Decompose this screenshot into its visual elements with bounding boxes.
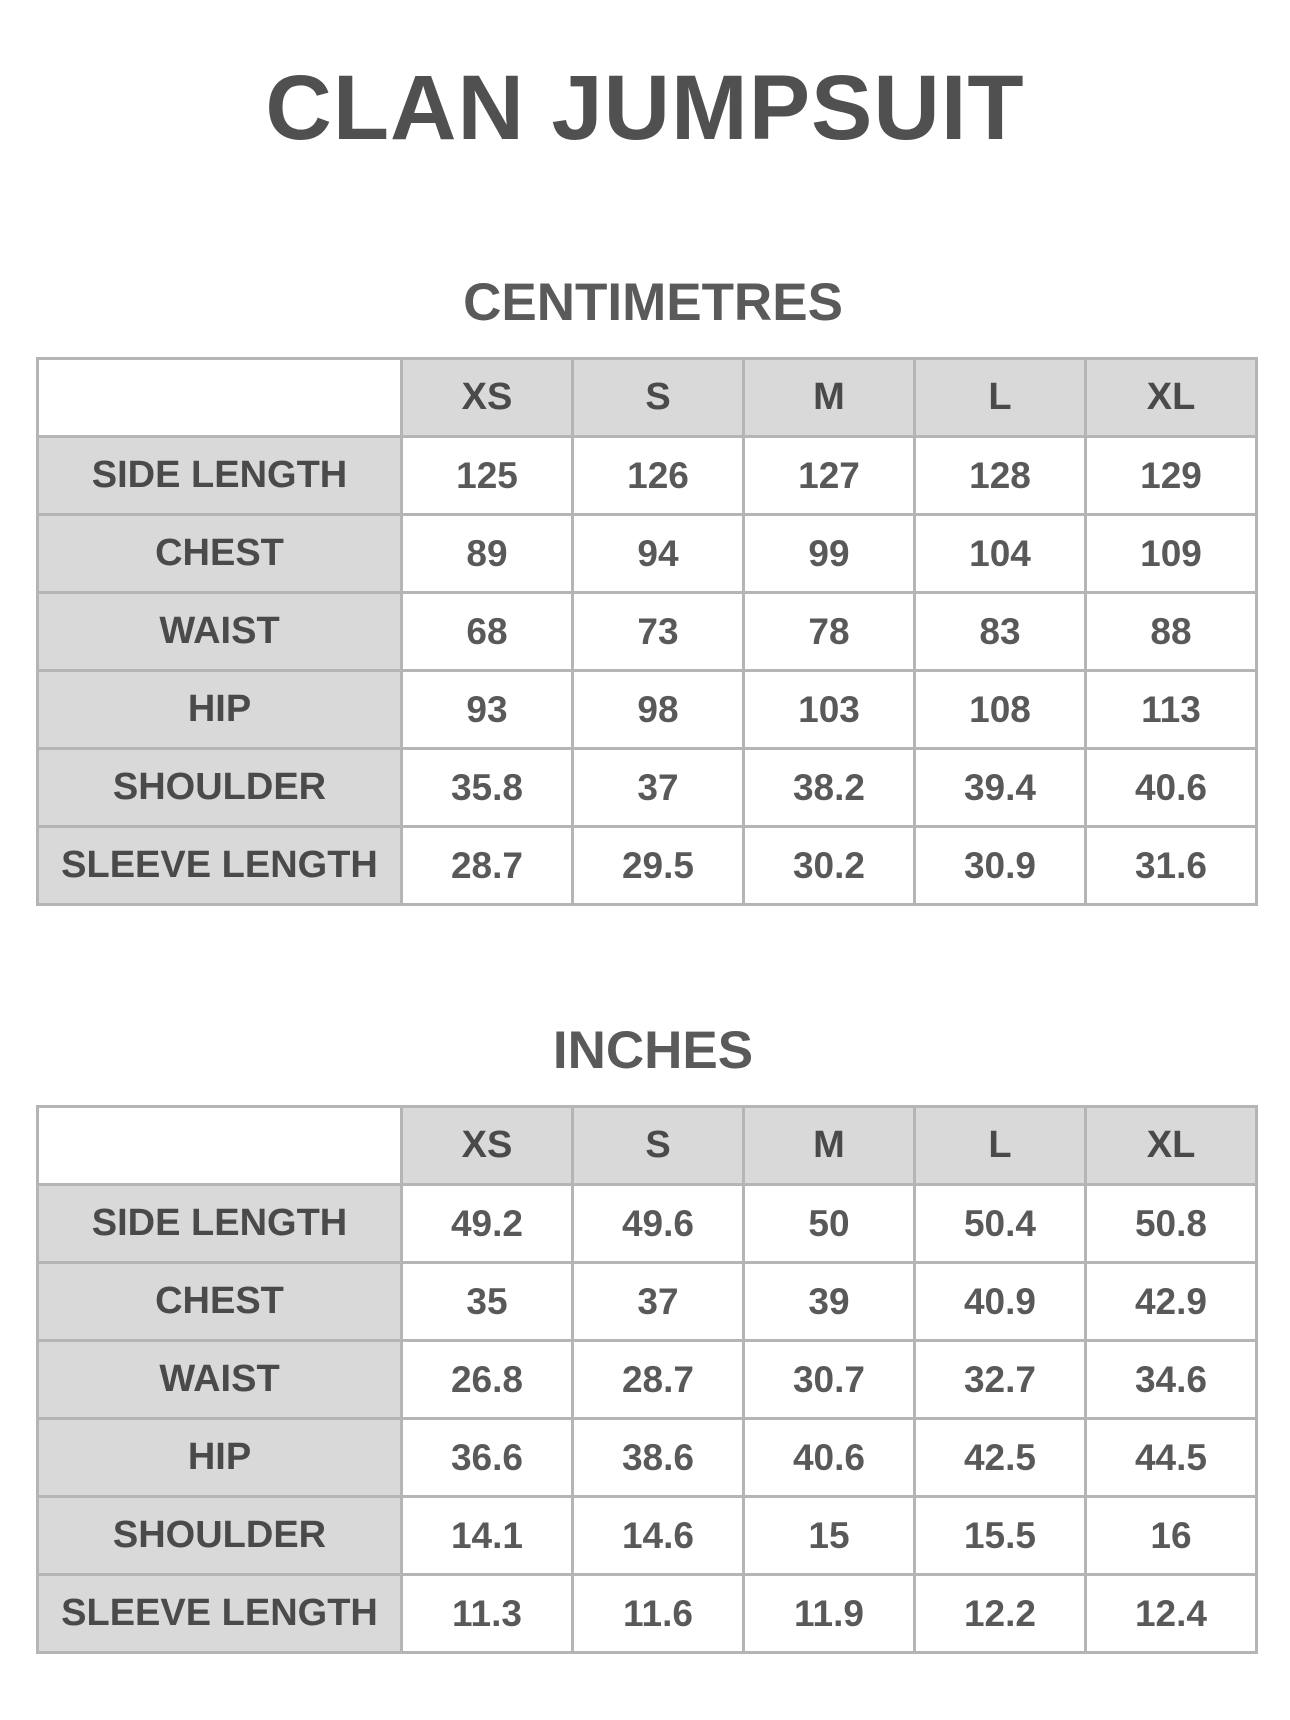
measurement-cell: 125 — [402, 437, 573, 515]
measurement-cell: 36.6 — [402, 1419, 573, 1497]
table-row — [38, 1497, 1257, 1575]
size-header-cell: M — [744, 1107, 915, 1185]
measurement-cell: 104 — [915, 515, 1086, 593]
size-header-cell: L — [915, 359, 1086, 437]
measurement-cell: 37 — [573, 1263, 744, 1341]
measurement-cell: 50.4 — [915, 1185, 1086, 1263]
measurement-cell: 26.8 — [402, 1341, 573, 1419]
row-label-cell: SHOULDER — [38, 1497, 402, 1575]
row-label-cell: CHEST — [38, 1263, 402, 1341]
measurement-cell: 15 — [744, 1497, 915, 1575]
measurement-cell: 28.7 — [402, 827, 573, 905]
measurement-cell: 99 — [744, 515, 915, 593]
empty-corner-cell — [38, 1107, 402, 1185]
table-row — [38, 1263, 1257, 1341]
measurement-cell: 40.9 — [915, 1263, 1086, 1341]
measurement-cell: 11.3 — [402, 1575, 573, 1653]
table-row — [38, 437, 1257, 515]
measurement-cell: 40.6 — [744, 1419, 915, 1497]
measurement-cell: 12.2 — [915, 1575, 1086, 1653]
measurement-cell: 11.9 — [744, 1575, 915, 1653]
measurement-cell: 44.5 — [1086, 1419, 1257, 1497]
measurement-cell: 113 — [1086, 671, 1257, 749]
table-row — [38, 593, 1257, 671]
size-header-cell: M — [744, 359, 915, 437]
measurement-cell: 11.6 — [573, 1575, 744, 1653]
measurement-cell: 89 — [402, 515, 573, 593]
row-label-cell: SIDE LENGTH — [38, 437, 402, 515]
measurement-cell: 38.2 — [744, 749, 915, 827]
measurement-cell: 50 — [744, 1185, 915, 1263]
measurement-cell: 78 — [744, 593, 915, 671]
measurement-cell: 88 — [1086, 593, 1257, 671]
row-label-cell: SIDE LENGTH — [38, 1185, 402, 1263]
table-row — [38, 749, 1257, 827]
measurement-cell: 15.5 — [915, 1497, 1086, 1575]
measurement-cell: 38.6 — [573, 1419, 744, 1497]
measurement-cell: 39 — [744, 1263, 915, 1341]
page-title: CLAN JUMPSUIT — [265, 57, 1025, 159]
measurement-cell: 35 — [402, 1263, 573, 1341]
measurement-cell: 34.6 — [1086, 1341, 1257, 1419]
measurement-cell: 28.7 — [573, 1341, 744, 1419]
measurement-cell: 127 — [744, 437, 915, 515]
measurement-cell: 16 — [1086, 1497, 1257, 1575]
centimetres-size-table — [36, 357, 1258, 906]
row-label-cell: SHOULDER — [38, 749, 402, 827]
row-label-cell: HIP — [38, 671, 402, 749]
measurement-cell: 12.4 — [1086, 1575, 1257, 1653]
measurement-cell: 93 — [402, 671, 573, 749]
measurement-cell: 42.5 — [915, 1419, 1086, 1497]
row-label-cell: HIP — [38, 1419, 402, 1497]
size-header-cell: XL — [1086, 359, 1257, 437]
size-header-cell: XS — [402, 359, 573, 437]
table-row — [38, 1575, 1257, 1653]
table-row — [38, 1341, 1257, 1419]
measurement-cell: 31.6 — [1086, 827, 1257, 905]
measurement-cell: 39.4 — [915, 749, 1086, 827]
row-label-cell: WAIST — [38, 593, 402, 671]
measurement-cell: 98 — [573, 671, 744, 749]
centimetres-heading: CENTIMETRES — [463, 273, 843, 332]
measurement-cell: 103 — [744, 671, 915, 749]
measurement-cell: 50.8 — [1086, 1185, 1257, 1263]
empty-corner-cell — [38, 359, 402, 437]
table-row — [38, 1419, 1257, 1497]
inches-heading: INCHES — [552, 1021, 754, 1080]
measurement-cell: 35.8 — [402, 749, 573, 827]
measurement-cell: 14.6 — [573, 1497, 744, 1575]
measurement-cell: 42.9 — [1086, 1263, 1257, 1341]
row-label-cell: SLEEVE LENGTH — [38, 827, 402, 905]
measurement-cell: 32.7 — [915, 1341, 1086, 1419]
row-label-cell: SLEEVE LENGTH — [38, 1575, 402, 1653]
row-label-cell: WAIST — [38, 1341, 402, 1419]
measurement-cell: 30.7 — [744, 1341, 915, 1419]
measurement-cell: 68 — [402, 593, 573, 671]
table-row — [38, 827, 1257, 905]
measurement-cell: 40.6 — [1086, 749, 1257, 827]
table-row — [38, 1185, 1257, 1263]
measurement-cell: 94 — [573, 515, 744, 593]
measurement-cell: 30.2 — [744, 827, 915, 905]
measurement-cell: 73 — [573, 593, 744, 671]
table-row — [38, 515, 1257, 593]
measurement-cell: 83 — [915, 593, 1086, 671]
measurement-cell: 37 — [573, 749, 744, 827]
measurement-cell: 129 — [1086, 437, 1257, 515]
row-label-cell: CHEST — [38, 515, 402, 593]
size-header-cell: S — [573, 1107, 744, 1185]
measurement-cell: 49.2 — [402, 1185, 573, 1263]
measurement-cell: 14.1 — [402, 1497, 573, 1575]
table-row — [38, 671, 1257, 749]
measurement-cell: 109 — [1086, 515, 1257, 593]
inches-size-table — [36, 1105, 1258, 1654]
size-header-cell: XS — [402, 1107, 573, 1185]
measurement-cell: 29.5 — [573, 827, 744, 905]
measurement-cell: 108 — [915, 671, 1086, 749]
measurement-cell: 126 — [573, 437, 744, 515]
size-header-cell: S — [573, 359, 744, 437]
size-header-cell: L — [915, 1107, 1086, 1185]
measurement-cell: 49.6 — [573, 1185, 744, 1263]
measurement-cell: 128 — [915, 437, 1086, 515]
size-header-row — [38, 1107, 1257, 1185]
size-header-cell: XL — [1086, 1107, 1257, 1185]
size-header-row — [38, 359, 1257, 437]
measurement-cell: 30.9 — [915, 827, 1086, 905]
